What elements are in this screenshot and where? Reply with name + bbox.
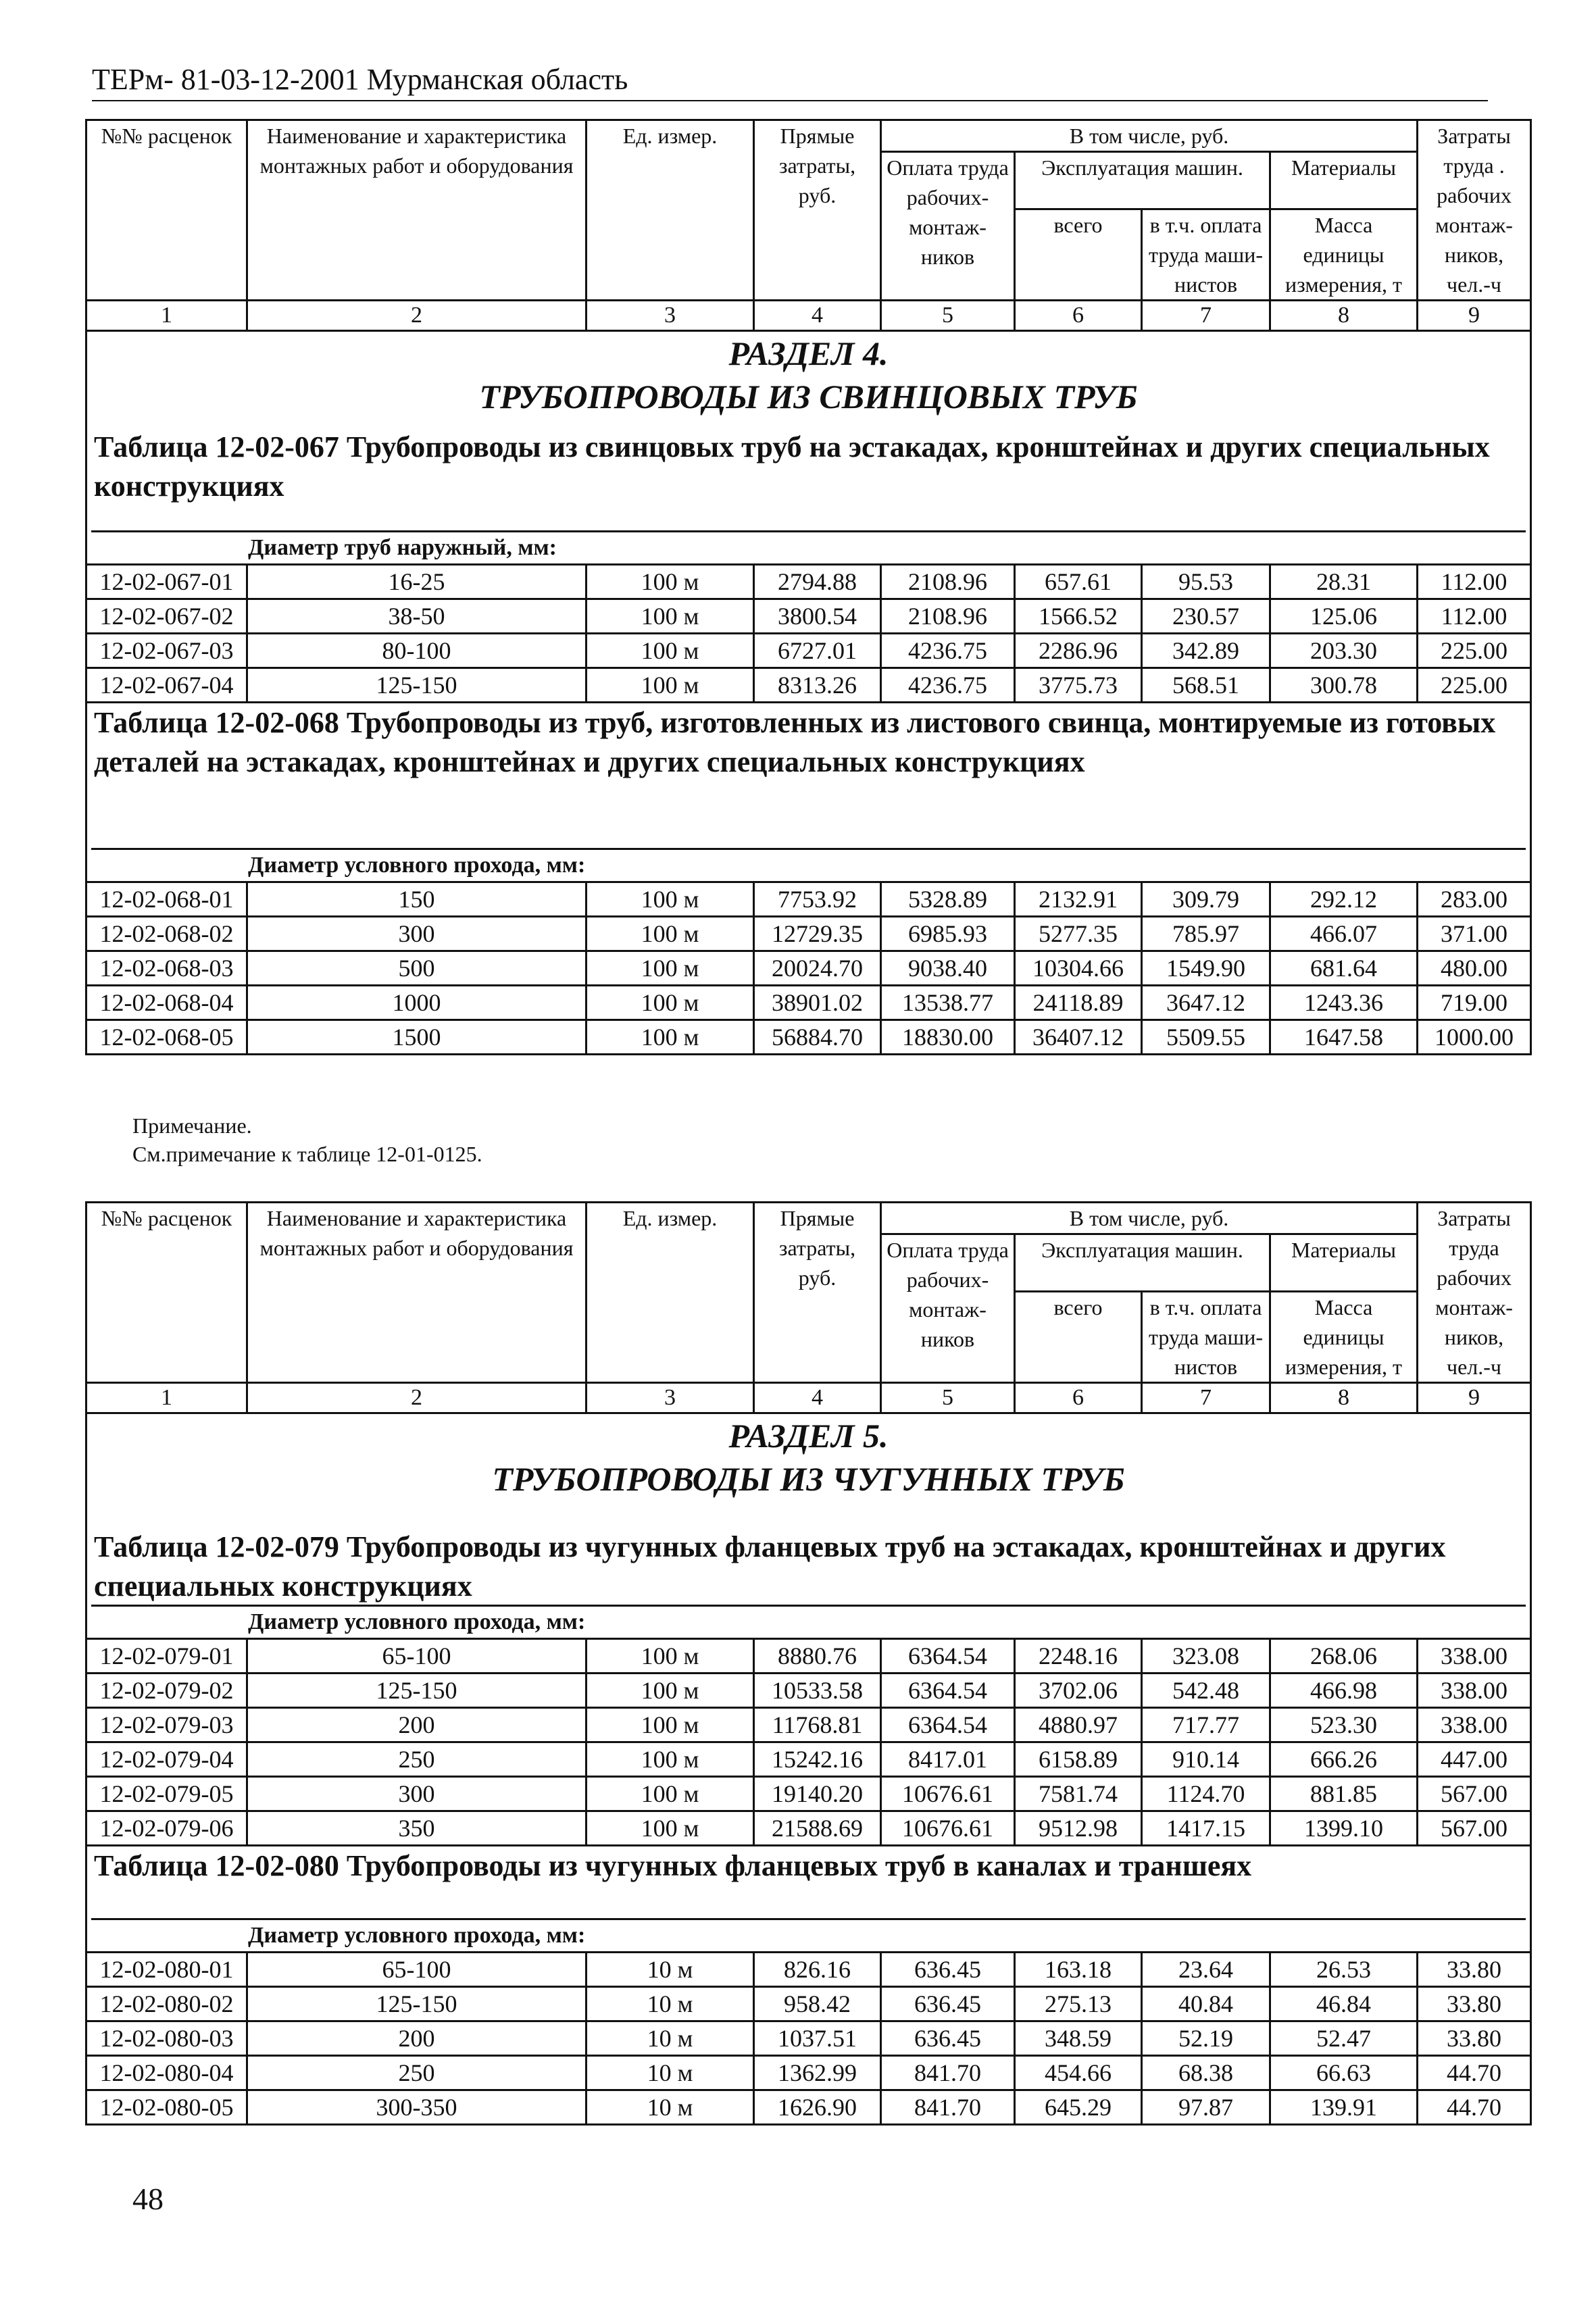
work-name-cell: 65-100 — [247, 1953, 587, 1987]
direct-cost-cell: 21588.69 — [754, 1811, 881, 1846]
note-label: Примечание. — [132, 1113, 252, 1138]
work-name-cell: 350 — [247, 1811, 587, 1846]
material-mass-cell: 666.26 — [1270, 1742, 1418, 1777]
col-machines-header: Эксплуатация машин. — [1015, 152, 1270, 209]
material-mass-cell: 125.06 — [1270, 599, 1418, 634]
table-title: Таблица 12-02-067 Трубопроводы из свинцовых труб на эстакадах, кронштейнах и других специальных конструкциях — [94, 430, 1490, 503]
parameter-label: Диаметр условного прохода, мм: — [91, 1918, 1526, 1951]
machine-cost-cell: 5277.35 — [1015, 917, 1142, 951]
table-row — [86, 2056, 1531, 2090]
col-mass-header: Масса единицы измерения, т — [1270, 1292, 1418, 1383]
col-hours-header: Затраты труда рабочих монтаж-ников, чел.-ч — [1418, 1203, 1531, 1383]
direct-cost-cell: 3800.54 — [754, 599, 881, 634]
col-number: 1 — [86, 301, 247, 331]
unit-cell: 10 м — [587, 2090, 754, 2125]
machinist-labor-cell: 323.08 — [1142, 1639, 1270, 1674]
col-code-header: №№ расценок — [86, 1203, 247, 1383]
labor-hours-cell: 112.00 — [1418, 599, 1531, 634]
section-4-block — [85, 119, 1530, 1055]
machine-cost-cell: 2248.16 — [1015, 1639, 1142, 1674]
table-title: Таблица 12-02-068 Трубопроводы из труб, изготовленных из листового свинца, монтируемые из готовых деталей на эстакадах, кронштейнах и других специальных конструкциях — [94, 706, 1496, 778]
labor-hours-cell: 44.70 — [1418, 2056, 1531, 2090]
rate-code-cell: 12-02-080-05 — [86, 2090, 247, 2125]
material-mass-cell: 466.98 — [1270, 1674, 1418, 1708]
col-materials-header: Материалы — [1270, 1234, 1418, 1292]
rate-code-cell: 12-02-067-01 — [86, 565, 247, 599]
work-name-cell: 65-100 — [247, 1639, 587, 1674]
material-mass-cell: 292.12 — [1270, 882, 1418, 917]
rate-code-cell: 12-02-068-02 — [86, 917, 247, 951]
machine-cost-cell: 2132.91 — [1015, 882, 1142, 917]
material-mass-cell: 26.53 — [1270, 1953, 1418, 1987]
col-unit-header: Ед. измер. — [587, 120, 754, 301]
table-row — [86, 634, 1531, 668]
work-name-cell: 500 — [247, 951, 587, 986]
table-title: Таблица 12-02-080 Трубопроводы из чугунных фланцевых труб в каналах и траншеях — [94, 1849, 1252, 1882]
machine-cost-cell: 275.13 — [1015, 1987, 1142, 2021]
labor-cost-cell: 5328.89 — [881, 882, 1015, 917]
work-name-cell: 200 — [247, 2021, 587, 2056]
work-name-cell: 125-150 — [247, 1674, 587, 1708]
labor-cost-cell: 2108.96 — [881, 599, 1015, 634]
labor-cost-cell: 4236.75 — [881, 634, 1015, 668]
labor-hours-cell: 447.00 — [1418, 1742, 1531, 1777]
material-mass-cell: 523.30 — [1270, 1708, 1418, 1742]
parameter-label: Диаметр условного прохода, мм: — [91, 848, 1526, 881]
labor-cost-cell: 10676.61 — [881, 1777, 1015, 1811]
col-labor-header: Оплата труда рабочих-монтаж-ников — [881, 152, 1015, 301]
machinist-labor-cell: 309.79 — [1142, 882, 1270, 917]
machinist-labor-cell: 785.97 — [1142, 917, 1270, 951]
direct-cost-cell: 19140.20 — [754, 1777, 881, 1811]
work-name-cell: 250 — [247, 1742, 587, 1777]
material-mass-cell: 881.85 — [1270, 1777, 1418, 1811]
machinist-labor-cell: 542.48 — [1142, 1674, 1270, 1708]
column-numbers-row — [86, 1383, 1531, 1413]
t068-rows — [86, 882, 1531, 1055]
rate-code-cell: 12-02-079-02 — [86, 1674, 247, 1708]
direct-cost-cell: 38901.02 — [754, 986, 881, 1020]
work-name-cell: 150 — [247, 882, 587, 917]
table-row — [86, 668, 1531, 703]
section-subtitle: ТРУБОПРОВОДЫ ИЗ ЧУГУННЫХ ТРУБ — [492, 1460, 1125, 1498]
machine-cost-cell: 9512.98 — [1015, 1811, 1142, 1846]
rate-code-cell: 12-02-068-01 — [86, 882, 247, 917]
work-name-cell: 38-50 — [247, 599, 587, 634]
machinist-labor-cell: 23.64 — [1142, 1953, 1270, 1987]
material-mass-cell: 1243.36 — [1270, 986, 1418, 1020]
unit-cell: 100 м — [587, 599, 754, 634]
unit-cell: 10 м — [587, 1953, 754, 1987]
rates-table-bottom — [85, 1201, 1532, 2126]
labor-cost-cell: 4236.75 — [881, 668, 1015, 703]
direct-cost-cell: 1037.51 — [754, 2021, 881, 2056]
labor-hours-cell: 225.00 — [1418, 634, 1531, 668]
labor-cost-cell: 6364.54 — [881, 1708, 1015, 1742]
labor-hours-cell: 44.70 — [1418, 2090, 1531, 2125]
direct-cost-cell: 958.42 — [754, 1987, 881, 2021]
unit-cell: 10 м — [587, 2021, 754, 2056]
machine-cost-cell: 348.59 — [1015, 2021, 1142, 2056]
work-name-cell: 250 — [247, 2056, 587, 2090]
material-mass-cell: 681.64 — [1270, 951, 1418, 986]
machine-cost-cell: 2286.96 — [1015, 634, 1142, 668]
t079-rows — [86, 1639, 1531, 1846]
table-row — [86, 1987, 1531, 2021]
work-name-cell: 1000 — [247, 986, 587, 1020]
unit-cell: 100 м — [587, 634, 754, 668]
direct-cost-cell: 7753.92 — [754, 882, 881, 917]
col-labor-header: Оплата труда рабочих-монтаж-ников — [881, 1234, 1015, 1383]
table-row — [86, 882, 1531, 917]
rate-code-cell: 12-02-080-01 — [86, 1953, 247, 1987]
labor-hours-cell: 371.00 — [1418, 917, 1531, 951]
col-number: 2 — [247, 1383, 587, 1413]
direct-cost-cell: 11768.81 — [754, 1708, 881, 1742]
machinist-labor-cell: 1549.90 — [1142, 951, 1270, 986]
direct-cost-cell: 1626.90 — [754, 2090, 881, 2125]
work-name-cell: 125-150 — [247, 1987, 587, 2021]
machine-cost-cell: 3702.06 — [1015, 1674, 1142, 1708]
labor-cost-cell: 636.45 — [881, 1953, 1015, 1987]
labor-hours-cell: 225.00 — [1418, 668, 1531, 703]
machinist-labor-cell: 5509.55 — [1142, 1020, 1270, 1055]
machine-cost-cell: 163.18 — [1015, 1953, 1142, 1987]
col-number: 5 — [881, 301, 1015, 331]
t067-rows — [86, 565, 1531, 703]
machinist-labor-cell: 3647.12 — [1142, 986, 1270, 1020]
table-row — [86, 2021, 1531, 2056]
table-row — [86, 1639, 1531, 1674]
labor-hours-cell: 567.00 — [1418, 1777, 1531, 1811]
rates-table-top — [85, 119, 1532, 1055]
col-number: 8 — [1270, 1383, 1418, 1413]
note — [132, 1111, 482, 1168]
labor-hours-cell: 1000.00 — [1418, 1020, 1531, 1055]
machine-cost-cell: 454.66 — [1015, 2056, 1142, 2090]
page-header: ТЕРм- 81-03-12-2001 Мурманская область — [92, 62, 1488, 101]
machine-cost-cell: 645.29 — [1015, 2090, 1142, 2125]
labor-cost-cell: 18830.00 — [881, 1020, 1015, 1055]
direct-cost-cell: 2794.88 — [754, 565, 881, 599]
col-incl-header: В том числе, руб. — [881, 120, 1418, 152]
col-incl-header: В том числе, руб. — [881, 1203, 1418, 1234]
table-header — [86, 120, 1531, 331]
section-title: РАЗДЕЛ 4. — [728, 334, 889, 372]
table-row — [86, 1020, 1531, 1055]
labor-cost-cell: 2108.96 — [881, 565, 1015, 599]
machinist-labor-cell: 230.57 — [1142, 599, 1270, 634]
labor-cost-cell: 841.70 — [881, 2056, 1015, 2090]
rate-code-cell: 12-02-079-01 — [86, 1639, 247, 1674]
section-subtitle: ТРУБОПРОВОДЫ ИЗ СВИНЦОВЫХ ТРУБ — [479, 378, 1138, 416]
work-name-cell: 125-150 — [247, 668, 587, 703]
rate-code-cell: 12-02-079-03 — [86, 1708, 247, 1742]
labor-cost-cell: 636.45 — [881, 1987, 1015, 2021]
col-materials-header: Материалы — [1270, 152, 1418, 209]
labor-hours-cell: 283.00 — [1418, 882, 1531, 917]
col-hours-header: Затраты труда . рабочих монтаж-ников, чел.-ч — [1418, 120, 1531, 301]
t080-rows — [86, 1953, 1531, 2125]
col-name-header: Наименование и характеристика монтажных работ и оборудования — [247, 120, 587, 301]
table-row — [86, 1742, 1531, 1777]
work-name-cell: 300 — [247, 1777, 587, 1811]
work-name-cell: 80-100 — [247, 634, 587, 668]
table-row — [86, 1674, 1531, 1708]
col-number: 4 — [754, 301, 881, 331]
machinist-labor-cell: 568.51 — [1142, 668, 1270, 703]
rate-code-cell: 12-02-080-03 — [86, 2021, 247, 2056]
table-row — [86, 1777, 1531, 1811]
unit-cell: 100 м — [587, 1742, 754, 1777]
direct-cost-cell: 56884.70 — [754, 1020, 881, 1055]
table-row — [86, 1811, 1531, 1846]
col-number: 6 — [1015, 1383, 1142, 1413]
note-text: См.примечание к таблице 12-01-0125. — [132, 1142, 482, 1166]
section-5-block — [85, 1201, 1530, 2126]
rate-code-cell: 12-02-068-05 — [86, 1020, 247, 1055]
col-mach-total-header: всего — [1015, 209, 1142, 301]
labor-hours-cell: 338.00 — [1418, 1639, 1531, 1674]
col-number: 4 — [754, 1383, 881, 1413]
labor-cost-cell: 636.45 — [881, 2021, 1015, 2056]
unit-cell: 100 м — [587, 668, 754, 703]
labor-cost-cell: 13538.77 — [881, 986, 1015, 1020]
col-number: 7 — [1142, 1383, 1270, 1413]
labor-hours-cell: 33.80 — [1418, 1987, 1531, 2021]
direct-cost-cell: 826.16 — [754, 1953, 881, 1987]
machine-cost-cell: 6158.89 — [1015, 1742, 1142, 1777]
machine-cost-cell: 1566.52 — [1015, 599, 1142, 634]
col-number: 6 — [1015, 301, 1142, 331]
labor-hours-cell: 719.00 — [1418, 986, 1531, 1020]
machine-cost-cell: 7581.74 — [1015, 1777, 1142, 1811]
machinist-labor-cell: 1124.70 — [1142, 1777, 1270, 1811]
unit-cell: 100 м — [587, 1639, 754, 1674]
machinist-labor-cell: 40.84 — [1142, 1987, 1270, 2021]
labor-cost-cell: 6364.54 — [881, 1674, 1015, 1708]
machinist-labor-cell: 342.89 — [1142, 634, 1270, 668]
rate-code-cell: 12-02-068-03 — [86, 951, 247, 986]
machinist-labor-cell: 717.77 — [1142, 1708, 1270, 1742]
col-number: 1 — [86, 1383, 247, 1413]
table-row — [86, 986, 1531, 1020]
material-mass-cell: 300.78 — [1270, 668, 1418, 703]
col-direct-header: Прямые затраты, руб. — [754, 1203, 881, 1383]
machinist-labor-cell: 1417.15 — [1142, 1811, 1270, 1846]
material-mass-cell: 66.63 — [1270, 2056, 1418, 2090]
col-number: 9 — [1418, 1383, 1531, 1413]
unit-cell: 100 м — [587, 565, 754, 599]
page-number: 48 — [132, 2182, 164, 2216]
machine-cost-cell: 24118.89 — [1015, 986, 1142, 1020]
machinist-labor-cell: 910.14 — [1142, 1742, 1270, 1777]
labor-hours-cell: 480.00 — [1418, 951, 1531, 986]
rate-code-cell: 12-02-080-02 — [86, 1987, 247, 2021]
direct-cost-cell: 12729.35 — [754, 917, 881, 951]
material-mass-cell: 203.30 — [1270, 634, 1418, 668]
col-name-header: Наименование и характеристика монтажных работ и оборудования — [247, 1203, 587, 1383]
labor-hours-cell: 338.00 — [1418, 1708, 1531, 1742]
table-row — [86, 917, 1531, 951]
table-row — [86, 599, 1531, 634]
work-name-cell: 300 — [247, 917, 587, 951]
rate-code-cell: 12-02-067-02 — [86, 599, 247, 634]
parameter-label: Диаметр условного прохода, мм: — [91, 1605, 1526, 1638]
direct-cost-cell: 10533.58 — [754, 1674, 881, 1708]
unit-cell: 100 м — [587, 951, 754, 986]
direct-cost-cell: 8880.76 — [754, 1639, 881, 1674]
labor-cost-cell: 9038.40 — [881, 951, 1015, 986]
direct-cost-cell: 6727.01 — [754, 634, 881, 668]
col-number: 3 — [587, 301, 754, 331]
table-row — [86, 1953, 1531, 1987]
machinist-labor-cell: 95.53 — [1142, 565, 1270, 599]
machinist-labor-cell: 97.87 — [1142, 2090, 1270, 2125]
col-number: 9 — [1418, 301, 1531, 331]
machinist-labor-cell: 68.38 — [1142, 2056, 1270, 2090]
col-mach-labor-header: в т.ч. оплата труда маши-нистов — [1142, 209, 1270, 301]
col-number: 3 — [587, 1383, 754, 1413]
labor-cost-cell: 6364.54 — [881, 1639, 1015, 1674]
col-number: 8 — [1270, 301, 1418, 331]
direct-cost-cell: 1362.99 — [754, 2056, 881, 2090]
machine-cost-cell: 4880.97 — [1015, 1708, 1142, 1742]
labor-cost-cell: 8417.01 — [881, 1742, 1015, 1777]
col-number: 2 — [247, 301, 587, 331]
rate-code-cell: 12-02-079-06 — [86, 1811, 247, 1846]
table-header — [86, 1203, 1531, 1413]
col-mass-header: Масса единицы измерения, т — [1270, 209, 1418, 301]
rate-code-cell: 12-02-067-03 — [86, 634, 247, 668]
labor-hours-cell: 33.80 — [1418, 2021, 1531, 2056]
machine-cost-cell: 10304.66 — [1015, 951, 1142, 986]
col-machines-header: Эксплуатация машин. — [1015, 1234, 1270, 1292]
material-mass-cell: 466.07 — [1270, 917, 1418, 951]
unit-cell: 100 м — [587, 1708, 754, 1742]
column-numbers-row — [86, 301, 1531, 331]
unit-cell: 10 м — [587, 2056, 754, 2090]
section-title: РАЗДЕЛ 5. — [728, 1417, 889, 1455]
work-name-cell: 16-25 — [247, 565, 587, 599]
col-unit-header: Ед. измер. — [587, 1203, 754, 1383]
table-title: Таблица 12-02-079 Трубопроводы из чугунных фланцевых труб на эстакадах, кронштейнах и других специальных конструкциях — [94, 1530, 1446, 1603]
rate-code-cell: 12-02-067-04 — [86, 668, 247, 703]
col-number: 5 — [881, 1383, 1015, 1413]
work-name-cell: 1500 — [247, 1020, 587, 1055]
labor-hours-cell: 567.00 — [1418, 1811, 1531, 1846]
material-mass-cell: 28.31 — [1270, 565, 1418, 599]
machine-cost-cell: 657.61 — [1015, 565, 1142, 599]
unit-cell: 100 м — [587, 1674, 754, 1708]
work-name-cell: 300-350 — [247, 2090, 587, 2125]
parameter-label: Диаметр труб наружный, мм: — [91, 530, 1526, 563]
machine-cost-cell: 36407.12 — [1015, 1020, 1142, 1055]
direct-cost-cell: 8313.26 — [754, 668, 881, 703]
machine-cost-cell: 3775.73 — [1015, 668, 1142, 703]
labor-hours-cell: 33.80 — [1418, 1953, 1531, 1987]
labor-hours-cell: 112.00 — [1418, 565, 1531, 599]
work-name-cell: 200 — [247, 1708, 587, 1742]
material-mass-cell: 268.06 — [1270, 1639, 1418, 1674]
machinist-labor-cell: 52.19 — [1142, 2021, 1270, 2056]
col-code-header: №№ расценок — [86, 120, 247, 301]
unit-cell: 100 м — [587, 986, 754, 1020]
unit-cell: 100 м — [587, 882, 754, 917]
table-row — [86, 951, 1531, 986]
rate-code-cell: 12-02-079-05 — [86, 1777, 247, 1811]
direct-cost-cell: 15242.16 — [754, 1742, 881, 1777]
material-mass-cell: 52.47 — [1270, 2021, 1418, 2056]
col-direct-header: Прямые затраты, руб. — [754, 120, 881, 301]
unit-cell: 100 м — [587, 917, 754, 951]
col-number: 7 — [1142, 301, 1270, 331]
labor-hours-cell: 338.00 — [1418, 1674, 1531, 1708]
unit-cell: 100 м — [587, 1777, 754, 1811]
rate-code-cell: 12-02-068-04 — [86, 986, 247, 1020]
direct-cost-cell: 20024.70 — [754, 951, 881, 986]
unit-cell: 100 м — [587, 1811, 754, 1846]
material-mass-cell: 46.84 — [1270, 1987, 1418, 2021]
labor-cost-cell: 841.70 — [881, 2090, 1015, 2125]
labor-cost-cell: 6985.93 — [881, 917, 1015, 951]
col-mach-labor-header: в т.ч. оплата труда маши-нистов — [1142, 1292, 1270, 1383]
unit-cell: 10 м — [587, 1987, 754, 2021]
material-mass-cell: 139.91 — [1270, 2090, 1418, 2125]
unit-cell: 100 м — [587, 1020, 754, 1055]
col-mach-total-header: всего — [1015, 1292, 1142, 1383]
table-row — [86, 565, 1531, 599]
table-row — [86, 1708, 1531, 1742]
rate-code-cell: 12-02-080-04 — [86, 2056, 247, 2090]
rate-code-cell: 12-02-079-04 — [86, 1742, 247, 1777]
labor-cost-cell: 10676.61 — [881, 1811, 1015, 1846]
table-row — [86, 2090, 1531, 2125]
material-mass-cell: 1399.10 — [1270, 1811, 1418, 1846]
material-mass-cell: 1647.58 — [1270, 1020, 1418, 1055]
